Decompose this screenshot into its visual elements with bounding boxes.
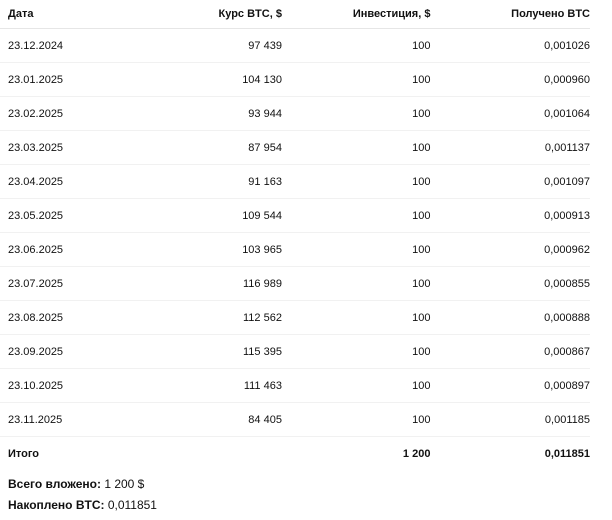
table-row	[0, 165, 590, 199]
cell-btc-price: 112 562	[143, 301, 281, 335]
cell-btc-price: 111 463	[143, 369, 281, 403]
cell-date: 23.10.2025	[0, 369, 143, 403]
cell-investment: 100	[282, 199, 431, 233]
cell-investment: 100	[282, 335, 431, 369]
summary-block	[8, 474, 157, 516]
table-row	[0, 369, 590, 403]
cell-investment: 100	[282, 233, 431, 267]
cell-btc-received: 0,001185	[430, 403, 590, 437]
cell-investment: 100	[282, 403, 431, 437]
cell-btc-price: 97 439	[143, 29, 281, 63]
cell-investment: 100	[282, 267, 431, 301]
total-btc-received: 0,011851	[544, 447, 590, 460]
summary-invested	[8, 474, 157, 495]
table-header-row	[0, 0, 590, 29]
table-total-row	[0, 437, 590, 471]
table-row	[0, 233, 590, 267]
cell-btc-received: 0,000855	[430, 267, 590, 301]
cell-btc-received: 0,000897	[430, 369, 590, 403]
table-row	[0, 131, 590, 165]
header-date: Дата	[0, 0, 143, 29]
cell-btc-received: 0,000888	[430, 301, 590, 335]
cell-btc-received: 0,000962	[430, 233, 590, 267]
cell-btc-price: 103 965	[143, 233, 281, 267]
summary-accumulated	[8, 495, 157, 516]
cell-investment: 100	[282, 97, 431, 131]
header-btc-price: Курс BTC, $	[143, 0, 281, 29]
table-row	[0, 199, 590, 233]
table-row	[0, 335, 590, 369]
cell-btc-price: 109 544	[143, 199, 281, 233]
table-row	[0, 97, 590, 131]
cell-btc-price: 104 130	[143, 63, 281, 97]
cell-btc-received: 0,000867	[430, 335, 590, 369]
cell-btc-received: 0,001064	[430, 97, 590, 131]
cell-date: 23.09.2025	[0, 335, 143, 369]
table-row	[0, 63, 590, 97]
cell-btc-received: 0,001097	[430, 165, 590, 199]
table-row	[0, 301, 590, 335]
total-investment: 1 200	[402, 447, 431, 460]
cell-investment: 100	[282, 131, 431, 165]
cell-btc-price: 84 405	[143, 403, 281, 437]
table-row	[0, 267, 590, 301]
cell-btc-price: 87 954	[143, 131, 281, 165]
cell-date: 23.07.2025	[0, 267, 143, 301]
cell-investment: 100	[282, 369, 431, 403]
cell-btc-price: 116 989	[143, 267, 281, 301]
cell-investment: 100	[282, 301, 431, 335]
cell-investment: 100	[282, 29, 431, 63]
summary-accumulated-label: Накоплено BTC:	[8, 498, 105, 512]
cell-btc-price: 91 163	[143, 165, 281, 199]
cell-btc-price: 115 395	[143, 335, 281, 369]
cell-date: 23.06.2025	[0, 233, 143, 267]
cell-btc-received: 0,000960	[430, 63, 590, 97]
cell-date: 23.08.2025	[0, 301, 143, 335]
cell-date: 23.12.2024	[0, 29, 143, 63]
total-btc-price	[143, 437, 281, 471]
cell-investment: 100	[282, 165, 431, 199]
cell-date: 23.04.2025	[0, 165, 143, 199]
summary-invested-label: Всего вложено:	[8, 477, 101, 491]
table-row	[0, 29, 590, 63]
total-label: Итого	[8, 447, 40, 460]
summary-invested-value: 1 200 $	[100, 477, 145, 491]
cell-date: 23.02.2025	[0, 97, 143, 131]
header-investment: Инвестиция, $	[282, 0, 431, 29]
cell-btc-received: 0,001026	[430, 29, 590, 63]
cell-investment: 100	[282, 63, 431, 97]
cell-date: 23.05.2025	[0, 199, 143, 233]
header-btc-received: Получено BTC	[430, 0, 590, 29]
cell-btc-received: 0,001137	[430, 131, 590, 165]
table-row	[0, 403, 590, 437]
cell-btc-received: 0,000913	[430, 199, 590, 233]
cell-btc-price: 93 944	[143, 97, 281, 131]
cell-date: 23.03.2025	[0, 131, 143, 165]
cell-date: 23.01.2025	[0, 63, 143, 97]
summary-accumulated-value: 0,011851	[104, 498, 157, 512]
cell-date: 23.11.2025	[0, 403, 143, 437]
